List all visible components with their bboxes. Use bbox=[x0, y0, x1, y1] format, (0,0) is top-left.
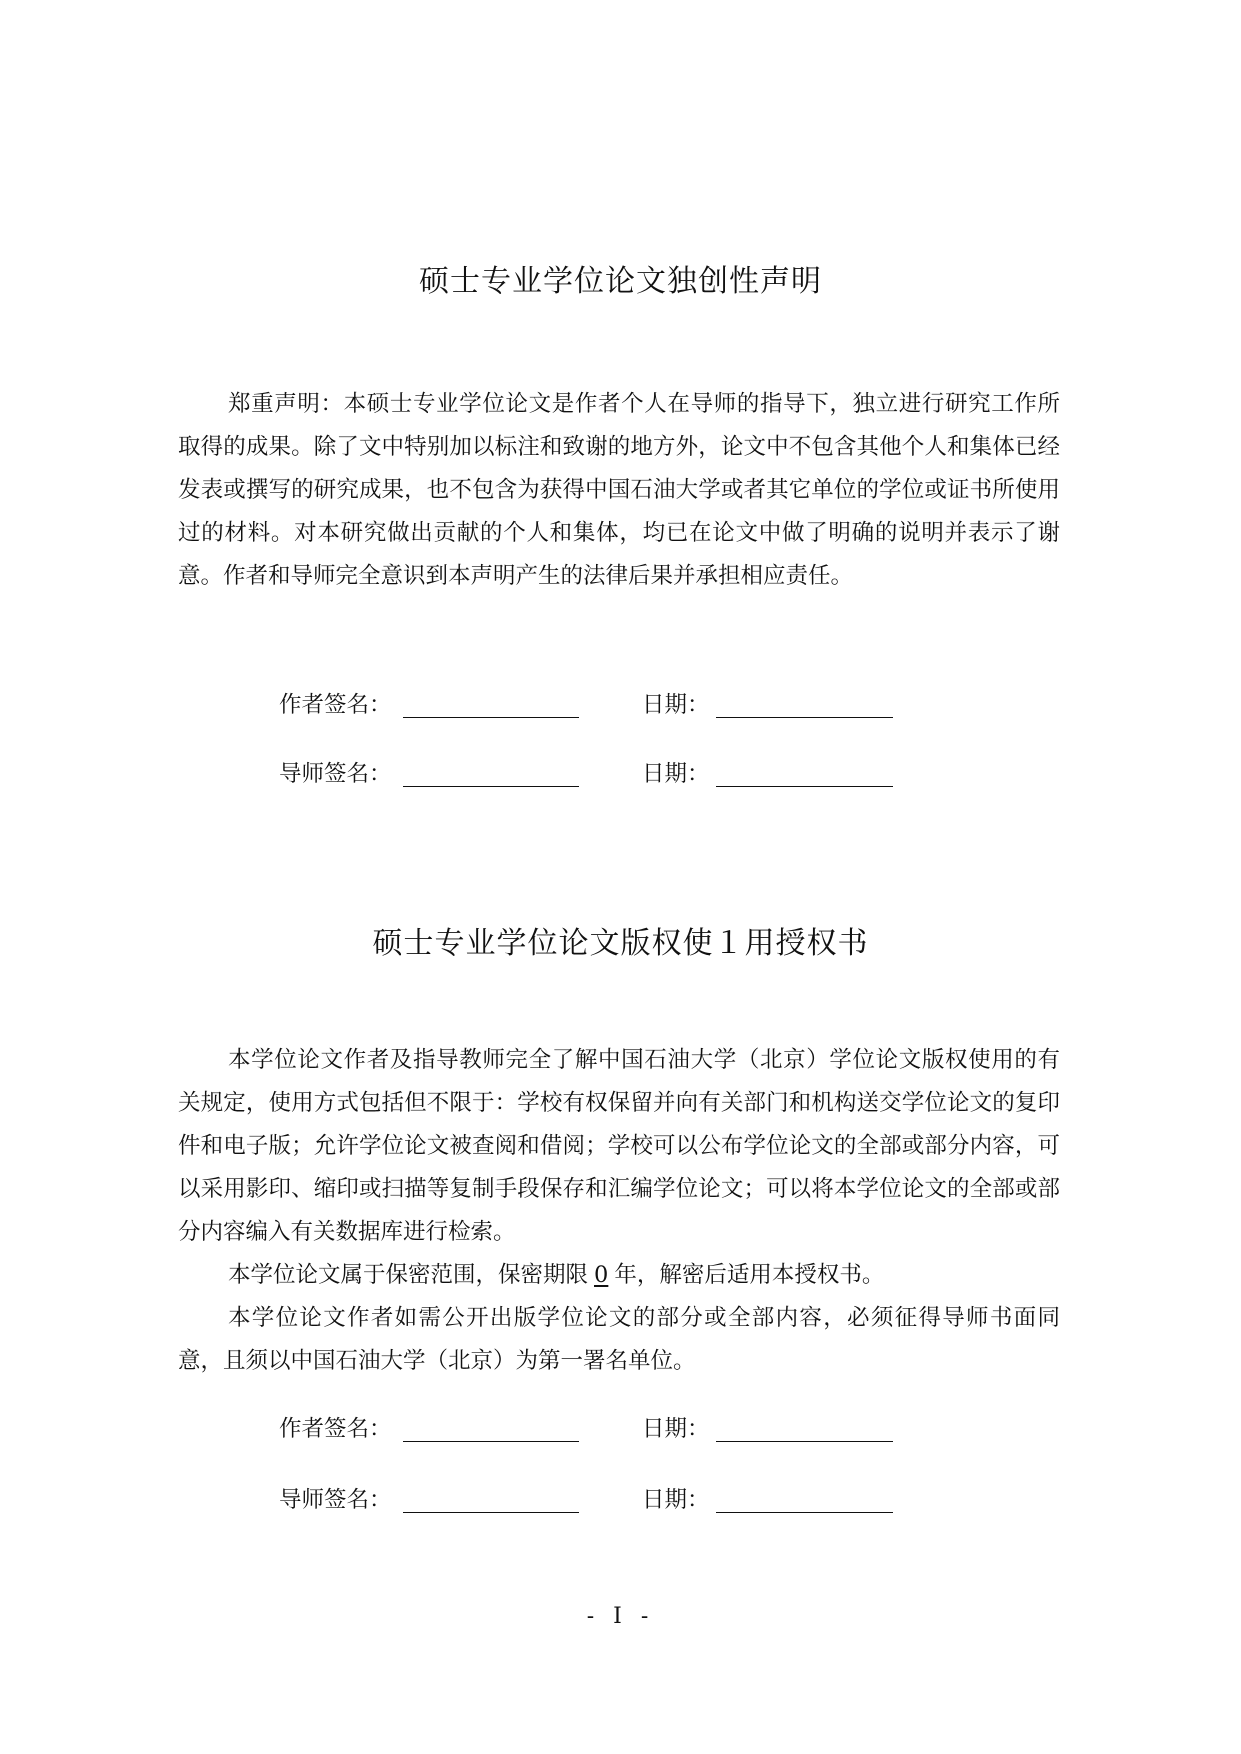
declaration-body bbox=[178, 383, 1060, 598]
supervisor-signature-field[interactable] bbox=[403, 786, 579, 787]
authorization-paragraph-2 bbox=[178, 1254, 1060, 1297]
author-signature-label: 作者签名： bbox=[279, 1416, 392, 1442]
supervisor-date-label: 日期： bbox=[642, 761, 710, 787]
supervisor-date-field[interactable] bbox=[716, 1512, 893, 1513]
secrecy-years-field: 0 bbox=[594, 1262, 609, 1288]
author-signature-label: 作者签名： bbox=[279, 692, 392, 718]
authorization-title: 硕士专业学位论文版权使１用授权书 bbox=[372, 926, 869, 961]
author-date-label: 日期： bbox=[642, 692, 710, 718]
supervisor-signature-field[interactable] bbox=[403, 1512, 579, 1513]
author-date-field[interactable] bbox=[716, 717, 893, 718]
supervisor-date-field[interactable] bbox=[716, 786, 893, 787]
declaration-title: 硕士专业学位论文独创性声明 bbox=[419, 264, 822, 299]
secrecy-text-before: 本学位论文属于保密范围，保密期限 bbox=[228, 1262, 589, 1288]
author-signature-field[interactable] bbox=[403, 1441, 579, 1442]
author-signature-field[interactable] bbox=[403, 717, 579, 718]
secrecy-text-after: 年，解密后适用本授权书。 bbox=[614, 1262, 885, 1288]
author-date-label: 日期： bbox=[642, 1416, 710, 1442]
declaration-paragraph: 郑重声明：本硕士专业学位论文是作者个人在导师的指导下，独立进行研究工作所取得的成果。除了文中特别加以标注和致谢的地方外，论文中不包含其他个人和集体已经发表或撰写的研究成果，也不包含为获得中国石油大学或者其它单位的学位或证书所使用过的材料。对本研究做出贡献的个人和集体，均已在论文中做了明确的说明并表示了谢意。作者和导师完全意识到本声明产生的法律后果并承担相应责任。 bbox=[178, 391, 1060, 589]
authorization-paragraph-3: 本学位论文作者如需公开出版学位论文的部分或全部内容，必须征得导师书面同意，且须以中国石油大学（北京）为第一署名单位。 bbox=[178, 1305, 1060, 1374]
authorization-paragraph-1: 本学位论文作者及指导教师完全了解中国石油大学（北京）学位论文版权使用的有关规定，使用方式包括但不限于：学校有权保留并向有关部门和机构送交学位论文的复印件和电子版；允许学位论文被查阅和借阅；学校可以公布学位论文的全部或部分内容，可以采用影印、缩印或扫描等复制手段保存和汇编学位论文；可以将本学位论文的全部或部分内容编入有关数据库进行检索。 bbox=[178, 1047, 1060, 1245]
authorization-author-signature-row bbox=[279, 1411, 919, 1445]
supervisor-date-label: 日期： bbox=[642, 1487, 710, 1513]
author-date-field[interactable] bbox=[716, 1441, 893, 1442]
supervisor-signature-label: 导师签名： bbox=[279, 1487, 392, 1513]
page-number: - I - bbox=[586, 1604, 655, 1629]
supervisor-signature-label: 导师签名： bbox=[279, 761, 392, 787]
declaration-supervisor-signature-row bbox=[279, 756, 919, 790]
authorization-body bbox=[178, 1039, 1060, 1383]
authorization-supervisor-signature-row bbox=[279, 1482, 919, 1516]
declaration-author-signature-row bbox=[279, 687, 919, 721]
